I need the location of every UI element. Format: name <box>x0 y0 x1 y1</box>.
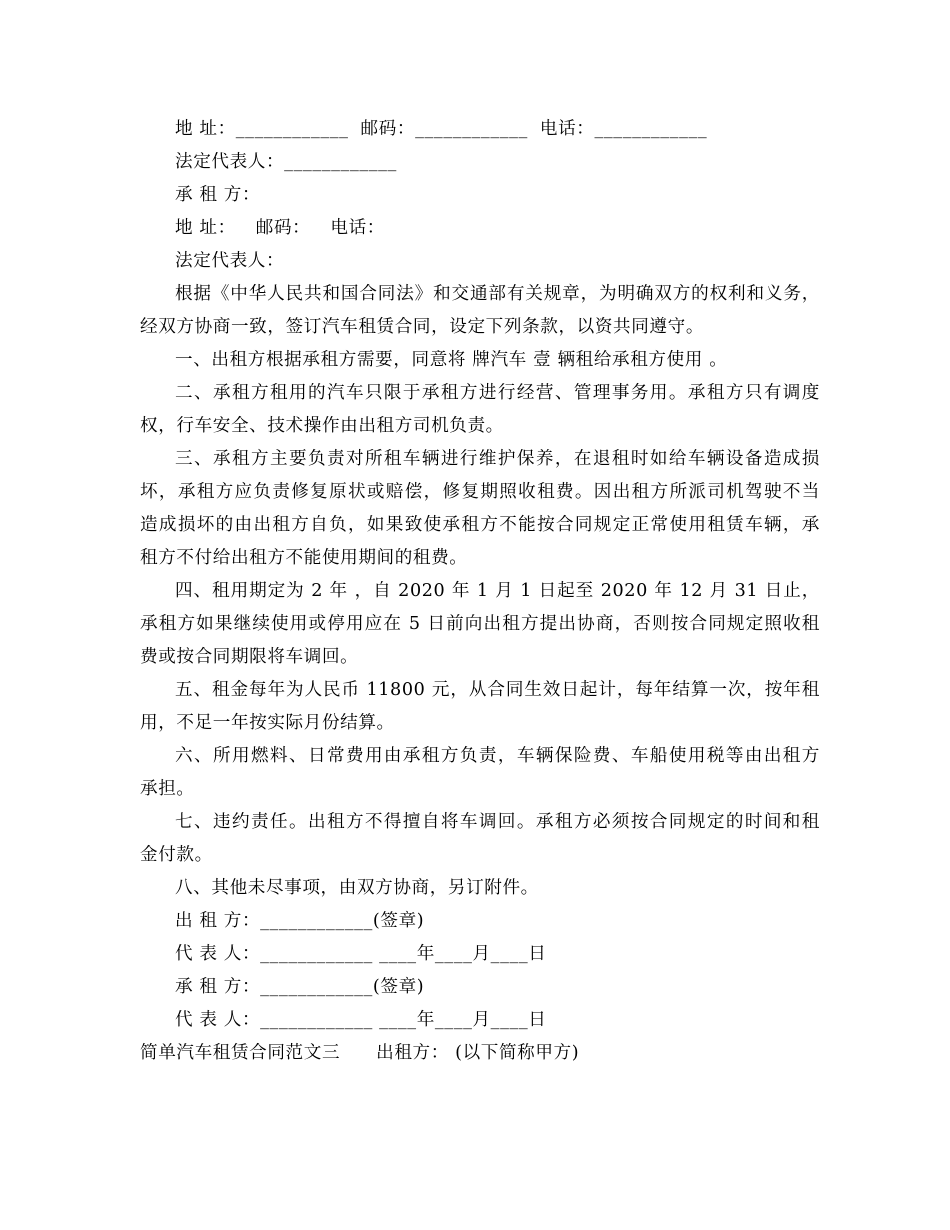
representative-blank: ____________ <box>284 152 397 172</box>
clause-8: 八、其他未尽事项，由双方协商，另订附件。 <box>175 878 539 898</box>
clause-4-line: 四、租用期定为 2 年 ，自 2020 年 1 月 1 日起至 2020 年 12 月 31 日止， <box>175 581 820 601</box>
lessee-representative-date-line: 代 表 人：____________ ____年____月____日 <box>175 1010 547 1030</box>
lessee-label: 承 租 方： <box>175 185 261 205</box>
representative-label: 法定代表人： <box>175 152 285 172</box>
clause-3-line: 租方不付给出租方不能使用期间的租费。 <box>140 548 468 568</box>
phone-label: 电话： <box>539 119 595 139</box>
phone-label: 电话： <box>330 218 385 238</box>
lessee-label-line <box>140 179 820 212</box>
address-blank: ____________ <box>235 119 349 139</box>
lessor-address-line <box>140 113 820 146</box>
clause-1: 一、出租方根据承租方需要，同意将 牌汽车 壹 辆租给承租方使用 。 <box>175 350 728 370</box>
clause-4-line: 费或按合同期限将车调回。 <box>140 647 359 667</box>
postcode-label: 邮码： <box>255 218 311 238</box>
lessee-representative-line <box>140 245 820 278</box>
next-contract-title: 简单汽车租赁合同范文三 <box>140 1043 341 1063</box>
clause-2-line: 二、承租方租用的汽车只限于承租方进行经营、管理事务用。承租方只有调度 <box>175 383 820 403</box>
clause-6-line: 承担。 <box>140 779 195 799</box>
clause-3-line: 三、承租方主要负责对所租车辆进行维护保养，在退租时如给车辆设备造成损 <box>175 449 820 469</box>
lessee-signature-line: 承 租 方：____________(签章) <box>175 977 425 997</box>
clause-7-line: 金付款。 <box>140 845 213 865</box>
postcode-label: 邮码： <box>360 119 416 139</box>
phone-blank: ____________ <box>594 119 708 139</box>
clause-5-line: 五、租金每年为人民币 11800 元，从合同生效日起计，每年结算一次，按年租 <box>175 680 820 700</box>
clause-4-line: 承租方如果继续使用或停用应在 5 日前向出租方提出协商，否则按合同规定照收租 <box>140 614 820 634</box>
lessor-representative-line <box>140 146 820 179</box>
postcode-blank: ____________ <box>415 119 528 139</box>
next-contract-heading-line <box>140 1037 820 1070</box>
lessor-representative-date-line: 代 表 人：____________ ____年____月____日 <box>175 944 547 964</box>
next-contract-party: 出租方： (以下简称甲方) <box>376 1043 580 1063</box>
address-label: 地 址： <box>175 119 236 139</box>
representative-label: 法定代表人： <box>175 251 285 271</box>
clause-3-line: 造成损坏的由出租方自负，如果致使承租方不能按合同规定正常使用租赁车辆，承 <box>140 515 820 535</box>
lessee-address-line <box>140 212 820 245</box>
clause-2-line: 权，行车安全、技术操作由出租方司机负责。 <box>140 416 504 436</box>
address-label: 地 址： <box>175 218 236 238</box>
clause-3-line: 坏，承租方应负责修复原状或赔偿，修复期照收租费。因出租方所派司机驾驶不当 <box>140 482 820 502</box>
paragraph-line: 经双方协商一致，签订汽车租赁合同，设定下列条款，以资共同遵守。 <box>140 317 705 337</box>
paragraph-line: 根据《中华人民共和国合同法》和交通部有关规章，为明确双方的权利和义务， <box>175 284 820 304</box>
clause-5-line: 用，不足一年按实际月份结算。 <box>140 713 395 733</box>
document-page <box>140 113 820 1070</box>
clause-7-line: 七、违约责任。出租方不得擅自将车调回。承租方必须按合同规定的时间和租 <box>175 812 820 832</box>
clause-6-line: 六、所用燃料、日常费用由承租方负责，车辆保险费、车船使用税等由出租方 <box>175 746 820 766</box>
lessor-signature-line: 出 租 方：____________(签章) <box>175 911 425 931</box>
